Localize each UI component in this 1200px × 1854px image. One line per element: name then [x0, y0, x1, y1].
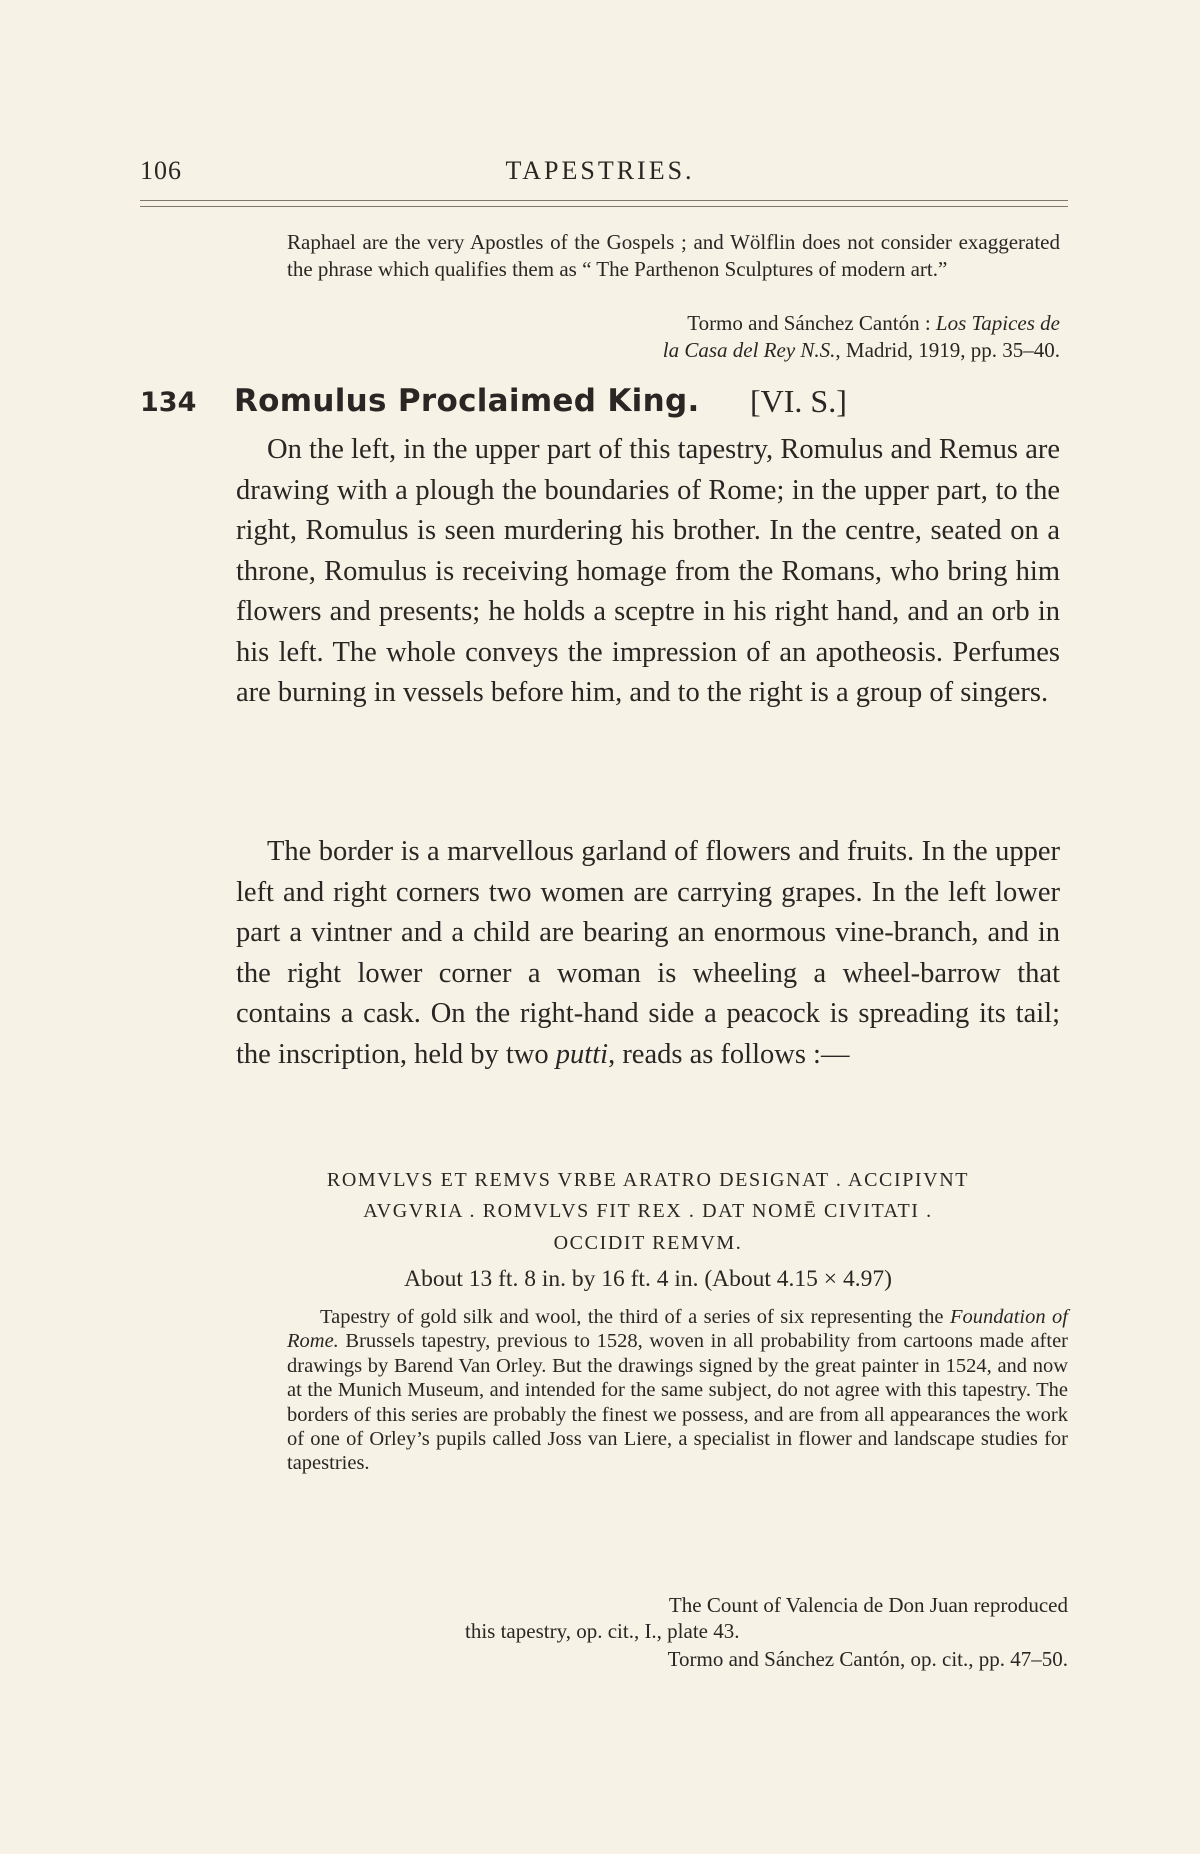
inscription-line: AVGVRIA . ROMVLVS FIT REX . DAT NOMĒ CIVITATI .: [363, 1200, 933, 1222]
border-description-text: The border is a marvellous garland of flowers and fruits. In the upper left and right corners two women are carrying grapes. In the left lower part a vintner and a child are bearing an enormous vine-branch, and in the right lower corner a woman is wheeling a wheel-barrow that contains a cask. On the right-hand side a peacock is spreading its tail; the inscription, held by two: [236, 836, 1060, 1070]
continued-quotation: [287, 229, 1060, 283]
inscription-line: ROMVLVS ET REMVS VRBE ARATRO DESIGNAT . ACCIPIVNT: [326, 1169, 970, 1191]
quotation-citation-line2: [287, 337, 1060, 364]
note-text-part1: Tapestry of gold silk and wool, the third of a series of six representing the: [320, 1306, 950, 1328]
border-description-ending: , reads as follows :—: [608, 1038, 850, 1070]
reference-line: Tormo and Sánchez Cantón, op. cit., pp. 47–50.: [667, 1647, 1068, 1671]
putti-word: putti: [555, 1038, 609, 1070]
entry-number: 134: [140, 387, 197, 418]
note-text-part2: Brussels tapestry, previous to 1528, woven in all probability from cartoons made after drawings by Barend Van Orley. But the drawings signed by the great painter in 1524, and now at the Munich Museum, and intended for the same subject, do not agree with this tapestry. The borders of this series are probably the finest we possess, and are from all appearances the work of one of Orley’s pupils called Joss van Liere, a specialist in flower and landscape studies for tapestries.: [287, 1330, 1068, 1475]
entry-heading: [140, 383, 1060, 427]
inscription-line: OCCIDIT REMVM.: [553, 1232, 743, 1254]
citation-authors: Tormo and Sánchez Cantón :: [687, 311, 936, 335]
provenance-note: [287, 1305, 1068, 1476]
page-header: [140, 156, 1060, 196]
reference-line: this tapestry, op. cit., I., plate 43.: [465, 1619, 740, 1643]
entry-title: Romulus Proclaimed King.: [234, 383, 700, 419]
citation-title-part1: Los Tapices de: [935, 311, 1060, 335]
running-title: TAPESTRIES.: [505, 156, 695, 185]
series-title: Foundation of Rome.: [287, 1306, 1068, 1353]
entry-century: [VI. S.]: [750, 383, 847, 419]
description-paragraph: On the left, in the upper part of this tapestry, Romulus and Remus are drawing with a plough the boundaries of Rome; in the upper part, to the right, Romulus is seen murdering his brother. In the centre, seated on a throne, Romulus is receiving homage from the Romans, who bring him flowers and presents; he holds a sceptre in his right hand, and an orb in his left. The whole conveys the impression of an apotheosis. Perfumes are burning in vessels before him, and to the right is a group of singers.: [236, 434, 1060, 708]
header-rule: [140, 200, 1068, 201]
citation-details: , Madrid, 1919, pp. 35–40.: [835, 338, 1060, 362]
tapestry-dimensions: About 13 ft. 8 in. by 16 ft. 4 in. (About 4.15 × 4.97): [404, 1266, 892, 1292]
reference-line: The Count of Valencia de Don Juan reproduced: [668, 1593, 1068, 1617]
header-rule-lower: [140, 206, 1068, 207]
page-number: 106: [140, 156, 182, 185]
citation-title-part2: la Casa del Rey N.S.: [662, 338, 836, 362]
quotation-citation-line1: [287, 310, 1060, 337]
border-description-paragraph: [236, 832, 1060, 1075]
quotation-text: Raphael are the very Apostles of the Gospels ; and Wölflin does not consider exaggerated the phrase which qualifies them as “ The Parthenon Sculptures of modern art.”: [287, 230, 1060, 281]
